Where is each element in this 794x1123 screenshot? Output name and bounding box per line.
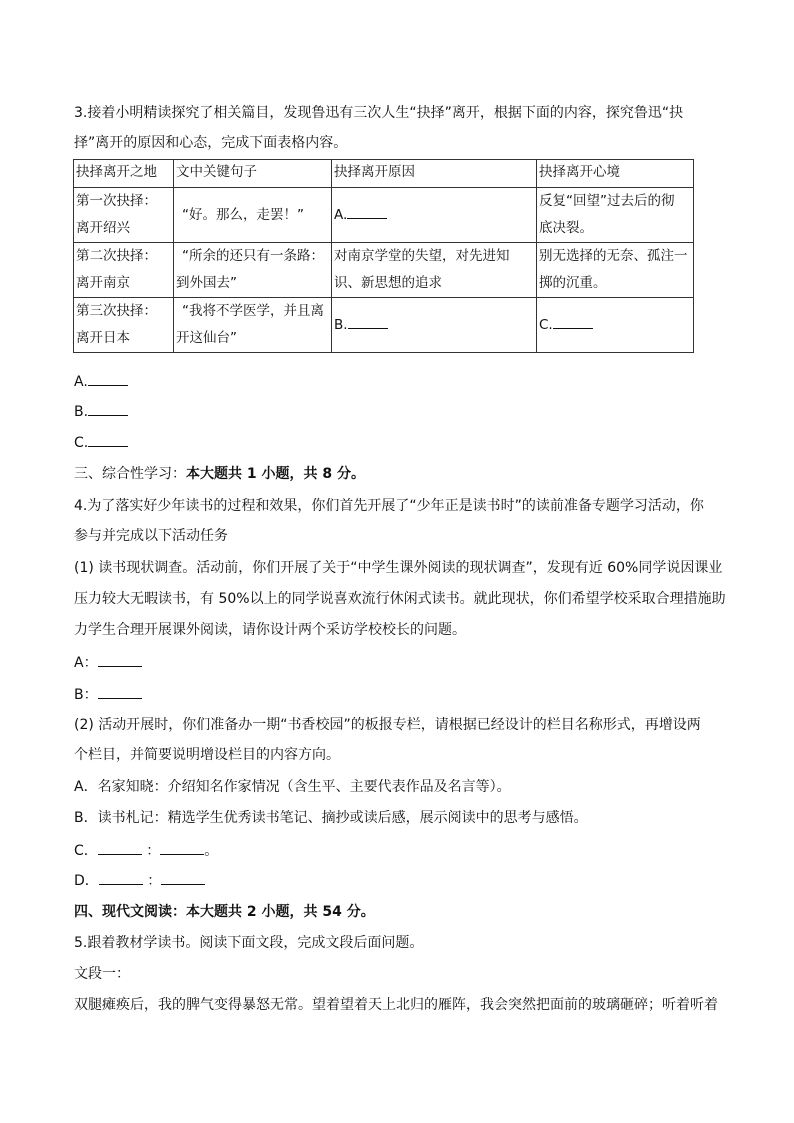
section-heading-4: 四、现代文阅读：本大题共 2 小题，共 54 分。 <box>74 904 375 920</box>
table-header: 文中关键句子 <box>174 160 332 188</box>
q4-item-c: C． ： 。 <box>74 840 218 861</box>
q4-p2-line-2: 个栏目，并简要说明增设栏目的内容方向。 <box>74 747 340 763</box>
answer-blank[interactable] <box>160 840 204 855</box>
answer-blank[interactable] <box>161 870 205 885</box>
table-cell-place: 第一次抉择： 离开绍兴 <box>74 188 174 243</box>
table-header: 抉择离开原因 <box>332 160 537 188</box>
answer-line-a: A. <box>74 371 128 392</box>
q4-p1-line-2: 压力较大无暇读书，有 50%以上的同学说喜欢流行休闲式读书。就此现状，你们希望学校采取合理措施助 <box>74 591 726 607</box>
answer-line-b: B. <box>74 401 128 422</box>
q3-line-2: 择”离开的原因和心态，完成下面表格内容。 <box>74 135 348 151</box>
q5-text-line-1: 双腿瘫痪后，我的脾气变得暴怒无常。望着望着天上北归的雁阵，我会突然把面前的玻璃砸碎；听着听着 <box>74 997 718 1013</box>
section-heading-3: 三、综合性学习：本大题共 1 小题，共 8 分。 <box>74 466 365 482</box>
table-cell-sentence: “所余的还只有一条路： 到外国去” <box>174 243 332 298</box>
q3-line-1: 3.接着小明精读探究了相关篇目，发现鲁迅有三次人生“抉择”离开，根据下面的内容，探究鲁迅“抉 <box>74 105 684 121</box>
answer-line-c: C. <box>74 432 128 453</box>
q5-intro: 5.跟着教材学读书。阅读下面文段，完成文段后面问题。 <box>74 935 424 951</box>
answer-blank[interactable] <box>99 870 143 885</box>
table-cell-reason: B. <box>332 298 537 353</box>
choice-table <box>73 159 694 353</box>
table-cell-place: 第三次抉择： 离开日本 <box>74 298 174 353</box>
table-cell-place: 第二次抉择： 离开南京 <box>74 243 174 298</box>
answer-blank[interactable] <box>347 204 387 219</box>
table-row <box>74 188 694 243</box>
table-cell-reason: A. <box>332 188 537 243</box>
answer-blank[interactable] <box>553 314 593 329</box>
answer-blank[interactable] <box>98 684 142 699</box>
answer-blank[interactable] <box>88 371 128 386</box>
table-header-row <box>74 160 694 188</box>
q4-item-a: A．名家知晓：介绍知名作家情况（含生平、主要代表作品及名言等）。 <box>74 779 511 795</box>
table-cell-mood: 别无选择的无奈、孤注一 掷的沉重。 <box>537 243 694 298</box>
q4-answer-b: B： <box>74 684 142 705</box>
table-cell-sentence: “好。那么，走罢！” <box>174 188 332 243</box>
table-cell-mood: C. <box>537 298 694 353</box>
q4-p1-line-1: (1) 读书现状调查。活动前，你们开展了关于“中学生课外阅读的现状调查”，发现有近 60%同学说因课业 <box>74 560 723 576</box>
answer-blank[interactable] <box>98 840 142 855</box>
q4-item-b: B．读书札记：精选学生优秀读书笔记、摘抄或读后感，展示阅读中的思考与感悟。 <box>74 810 588 826</box>
table-row <box>74 298 694 353</box>
table-cell-reason: 对南京学堂的失望，对先进知 识、新思想的追求 <box>332 243 537 298</box>
q4-p2-line-1: (2) 活动开展时，你们准备办一期“书香校园”的板报专栏，请根据已经设计的栏目名称形式，再增设两 <box>74 717 701 733</box>
table-cell-sentence: “我将不学医学，并且离 开这仙台” <box>174 298 332 353</box>
table-row <box>74 243 694 298</box>
q4-item-d: D． ： <box>74 870 205 891</box>
q4-intro-1: 4.为了落实好少年读书的过程和效果，你们首先开展了“少年正是读书时”的读前准备专题学习活动，你 <box>74 498 704 514</box>
answer-blank[interactable] <box>98 652 142 667</box>
answer-blank[interactable] <box>88 432 128 447</box>
q4-answer-a: A： <box>74 652 142 673</box>
table-header: 抉择离开之地 <box>74 160 174 188</box>
answer-blank[interactable] <box>88 401 128 416</box>
table-cell-mood: 反复“回望”过去后的彻 底决裂。 <box>537 188 694 243</box>
q5-segment-label: 文段一： <box>74 966 130 982</box>
answer-blank[interactable] <box>348 314 388 329</box>
q4-intro-2: 参与并完成以下活动任务 <box>74 528 228 544</box>
q4-p1-line-3: 力学生合理开展课外阅读，请你设计两个采访学校校长的问题。 <box>74 622 466 638</box>
table-header: 抉择离开心境 <box>537 160 694 188</box>
